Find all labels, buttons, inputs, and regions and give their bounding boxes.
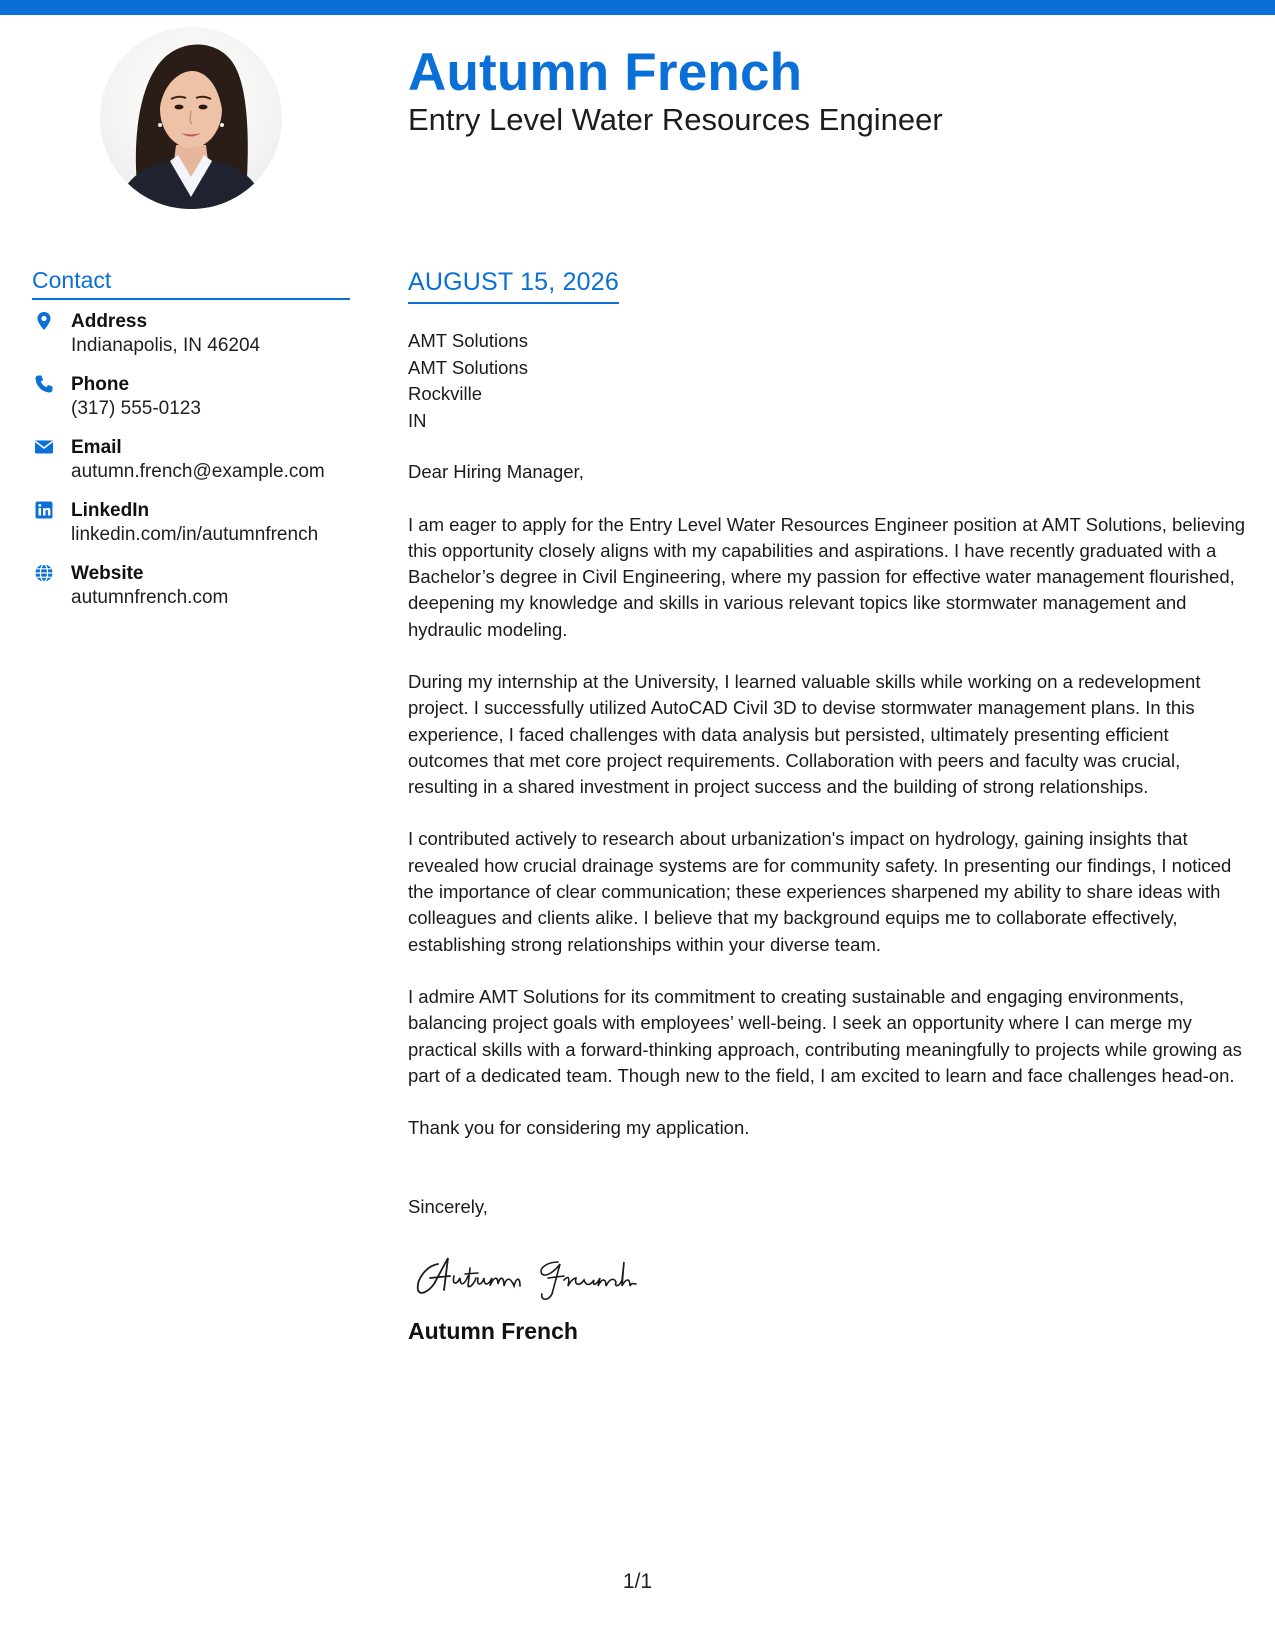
globe-icon [34, 563, 54, 583]
profile-photo [100, 27, 282, 209]
contact-item-phone [32, 373, 362, 436]
contact-heading: Contact [32, 267, 350, 300]
envelope-icon [34, 437, 54, 457]
location-pin-icon [34, 311, 54, 331]
salutation: Dear Hiring Manager, [408, 461, 584, 482]
top-accent-bar [0, 0, 1275, 15]
letter-paragraph: I am eager to apply for the Entry Level Water Resources Engineer position at AMT Solutions, believing this opportunity closely aligns with my capabilities and aspirations. I have recently graduated with a Bachelor’s degree in Civil Engineering, where my passion for effective water management flourished, deepening my knowledge and skills in various relevant topics like stormwater management and hydraulic modeling. [408, 513, 1246, 640]
recipient-line: IN [408, 409, 427, 431]
contact-item-address [32, 310, 362, 373]
email-value: autumn.french@example.com [71, 461, 325, 482]
page-number: 1/1 [622, 1570, 653, 1593]
avatar [100, 27, 282, 209]
linkedin-value: linkedin.com/in/autumnfrench [71, 524, 319, 545]
letter-paragraph: I contributed actively to research about urbanization's impact on hydrology, gaining insights that revealed how crucial drainage systems are for community safety. In presenting our findings, I noticed the importance of clear communication; these experiences sharpened my ability to share ideas with colleagues and clients alike. I believe that my background equips me to collaborate effectively, establishing strong relationships within your diverse team. [408, 828, 1232, 955]
recipient-block [408, 328, 1253, 434]
contact-item-website [32, 562, 362, 625]
contact-label: Email [71, 437, 122, 458]
applicant-name: Autumn French [408, 43, 803, 102]
recipient-line: AMT Solutions [408, 356, 528, 378]
handwritten-signature [408, 1246, 668, 1306]
job-title: Entry Level Water Resources Engineer [408, 102, 943, 137]
letter-paragraph: I admire AMT Solutions for its commitment to creating sustainable and engaging environments, balancing project goals with employees’ well-being. I seek an opportunity where I can merge my practical skills with a forward-thinking approach, contributing meaningfully to projects while growing as part of a dedicated team. Though new to the field, I am excited to learn and face challenges head-on. [408, 985, 1242, 1086]
contact-item-linkedin [32, 499, 362, 562]
website-value: autumnfrench.com [71, 587, 229, 608]
letter-paragraph: Thank you for considering my application. [408, 1117, 750, 1139]
contact-item-email [32, 436, 362, 499]
address-value: Indianapolis, IN 46204 [71, 335, 261, 356]
contact-label: Phone [71, 374, 130, 395]
recipient-line: Rockville [408, 383, 483, 404]
recipient-line: AMT Solutions [408, 330, 528, 351]
letter-paragraph: During my internship at the University, I learned valuable skills while working on a redevelopment project. I successfully utilized AutoCAD Civil 3D to devise stormwater management plans. In this experience, I faced challenges with data analysis but persisted, ultimately presenting efficient outcomes that met core project requirements. Collaboration with peers and faculty was crucial, resulting in a shared investment in project success and the building of strong relationships. [408, 670, 1201, 798]
contact-label: LinkedIn [71, 500, 150, 521]
contact-label: Address [71, 311, 148, 332]
letter-body [408, 268, 1253, 1345]
contact-label: Website [71, 563, 144, 584]
linkedin-icon [34, 500, 54, 520]
phone-value: (317) 555-0123 [71, 398, 201, 419]
letter-date: AUGUST 15, 2026 [408, 268, 619, 304]
signer-name: Autumn French [408, 1318, 578, 1345]
phone-icon [34, 374, 54, 394]
contact-list [32, 310, 362, 625]
closing: Sincerely, [408, 1196, 488, 1218]
